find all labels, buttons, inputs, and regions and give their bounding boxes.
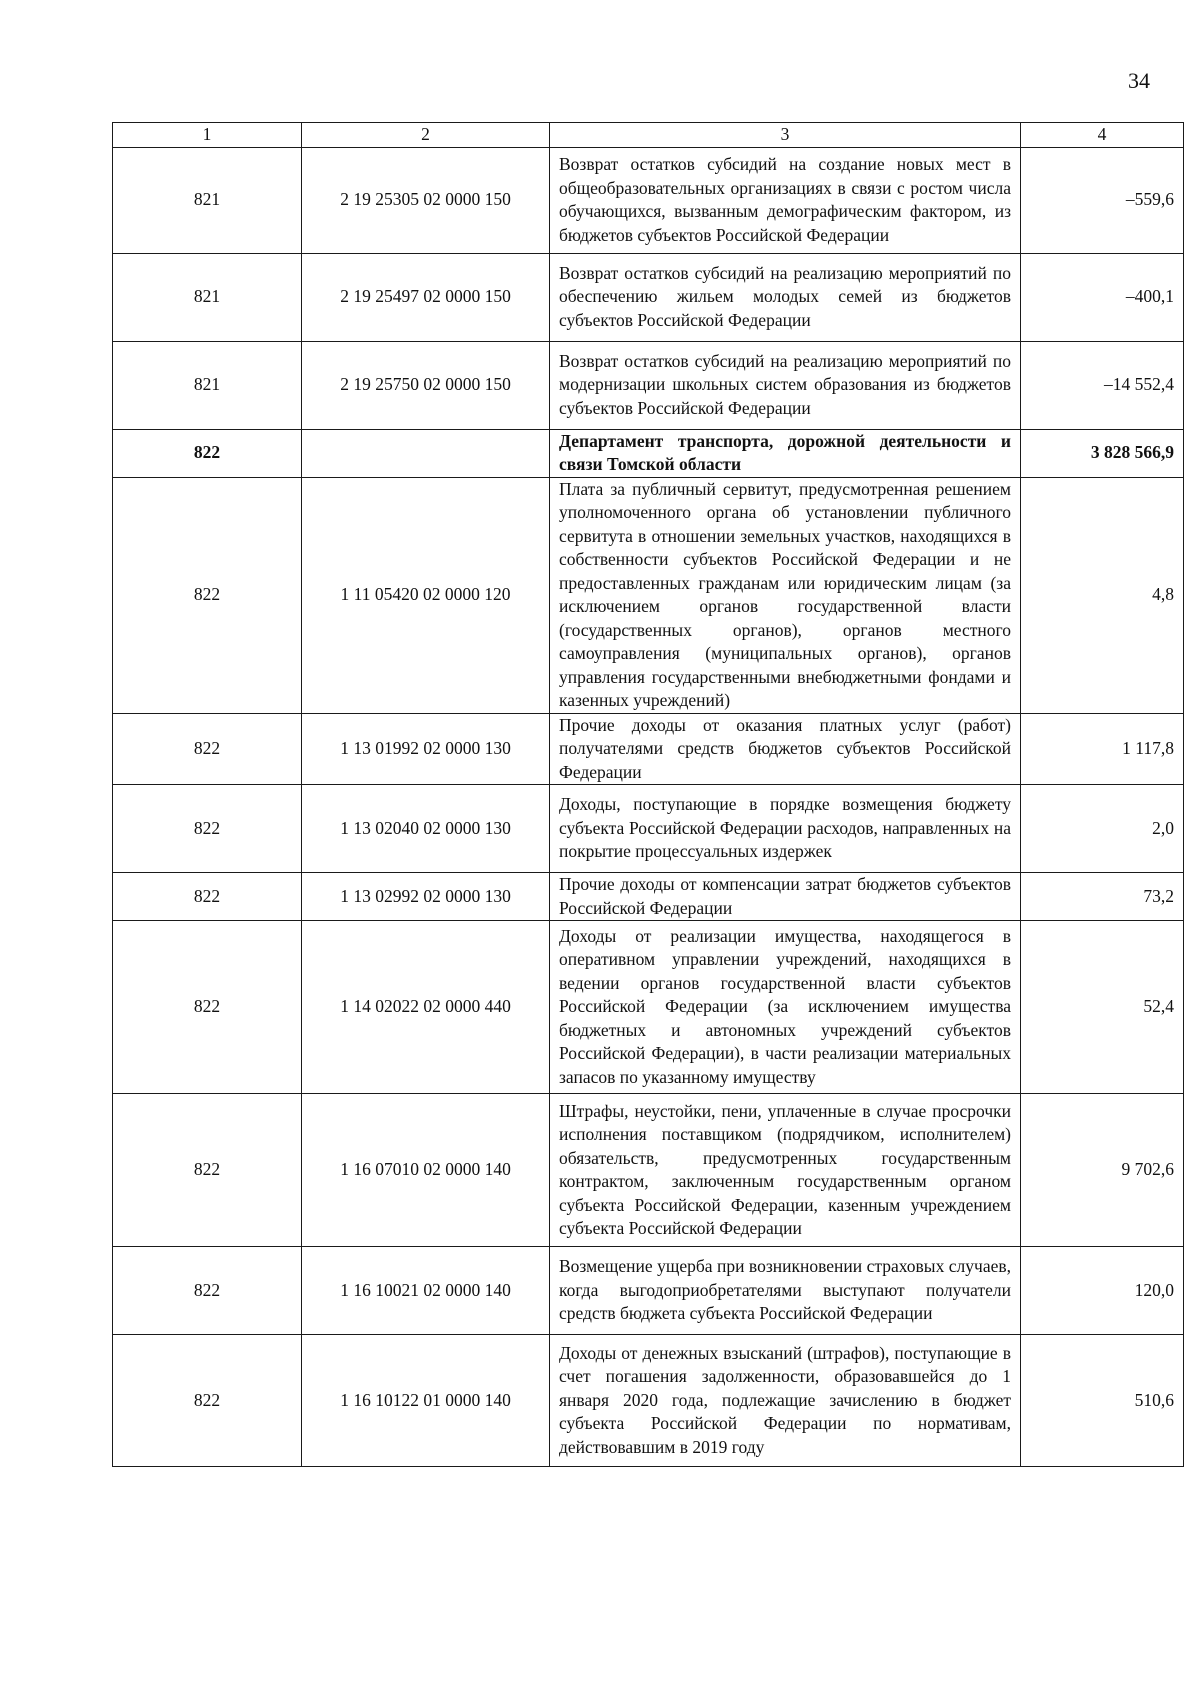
revenue-name-cell: Доходы, поступающие в порядке возмещения бюджету субъекта Российской Федерации расходов, направленных на покрытие процессуальных издержек — [550, 785, 1021, 873]
page-number: 34 — [1128, 68, 1150, 93]
table-row — [113, 1247, 1184, 1335]
revenue-code-cell: 2 19 25750 02 0000 150 — [302, 341, 550, 429]
admin-code-cell: 822 — [113, 1247, 302, 1335]
admin-code-cell: 822 — [113, 1094, 302, 1247]
revenue-code-cell: 1 16 10021 02 0000 140 — [302, 1247, 550, 1335]
revenue-code-cell: 1 13 02992 02 0000 130 — [302, 873, 550, 921]
column-header-2: 2 — [302, 123, 550, 148]
revenue-code-cell: 2 19 25305 02 0000 150 — [302, 147, 550, 253]
revenue-name-cell: Прочие доходы от оказания платных услуг (работ) получателями средств бюджетов субъектов Российской Федерации — [550, 713, 1021, 785]
amount-cell: 73,2 — [1021, 873, 1184, 921]
revenue-name-cell: Департамент транспорта, дорожной деятельности и связи Томской области — [550, 429, 1021, 477]
amount-cell: –559,6 — [1021, 147, 1184, 253]
amount-cell: –14 552,4 — [1021, 341, 1184, 429]
column-header-4: 4 — [1021, 123, 1184, 148]
revenue-code-cell: 2 19 25497 02 0000 150 — [302, 253, 550, 341]
column-header-3: 3 — [550, 123, 1021, 148]
amount-cell: –400,1 — [1021, 253, 1184, 341]
table-row — [113, 921, 1184, 1094]
revenue-name-cell: Прочие доходы от компенсации затрат бюджетов субъектов Российской Федерации — [550, 873, 1021, 921]
amount-cell: 510,6 — [1021, 1335, 1184, 1467]
budget-revenue-table — [112, 122, 1184, 1467]
revenue-code-cell: 1 16 10122 01 0000 140 — [302, 1335, 550, 1467]
revenue-name-cell: Возмещение ущерба при возникновении страховых случаев, когда выгодоприобретателями выступают получатели средств бюджета субъекта Российской Федерации — [550, 1247, 1021, 1335]
admin-code-cell: 822 — [113, 785, 302, 873]
revenue-name-cell: Штрафы, неустойки, пени, уплаченные в случае просрочки исполнения поставщиком (подрядчиком, исполнителем) обязательств, предусмотренных государственным контрактом, заключенным государственным органом субъекта Российской Федерации, казенным учреждением субъекта Российской Федерации — [550, 1094, 1021, 1247]
revenue-name-cell: Доходы от реализации имущества, находящегося в оперативном управлении учреждений, находящихся в ведении органов государственной власти субъектов Российской Федерации (за исключением имущества бюджетных и автономных учреждений субъектов Российской Федерации), в части реализации материальных запасов по указанному имуществу — [550, 921, 1021, 1094]
admin-code-cell: 821 — [113, 147, 302, 253]
admin-code-cell: 822 — [113, 1335, 302, 1467]
table-row — [113, 341, 1184, 429]
table-row — [113, 1335, 1184, 1467]
admin-code-cell: 821 — [113, 253, 302, 341]
revenue-name-cell: Возврат остатков субсидий на создание новых мест в общеобразовательных организациях в связи с ростом числа обучающихся, вызванным демографическим фактором, из бюджетов субъектов Российской Федерации — [550, 147, 1021, 253]
revenue-code-cell: 1 13 02040 02 0000 130 — [302, 785, 550, 873]
revenue-code-cell: 1 11 05420 02 0000 120 — [302, 477, 550, 713]
revenue-name-cell: Возврат остатков субсидий на реализацию мероприятий по модернизации школьных систем образования из бюджетов субъектов Российской Федерации — [550, 341, 1021, 429]
admin-code-cell: 822 — [113, 477, 302, 713]
table-row — [113, 873, 1184, 921]
table-row — [113, 1094, 1184, 1247]
amount-cell: 120,0 — [1021, 1247, 1184, 1335]
revenue-name-cell: Доходы от денежных взысканий (штрафов), поступающие в счет погашения задолженности, образовавшейся до 1 января 2020 года, подлежащие зачислению в бюджет субъекта Российской Федерации по нормативам, действовавшим в 2019 году — [550, 1335, 1021, 1467]
revenue-name-cell: Плата за публичный сервитут, предусмотренная решением уполномоченного органа об установлении публичного сервитута в отношении земельных участков, находящихся в собственности субъектов Российской Федерации и не предоставленных гражданам или юридическим лицам (за исключением органов государственной власти (государственных органов), органов местного самоуправления (муниципальных органов), органов управления государственными внебюджетными фондами и казенных учреждений) — [550, 477, 1021, 713]
table-header-row — [113, 123, 1184, 148]
admin-code-cell: 822 — [113, 429, 302, 477]
amount-cell: 1 117,8 — [1021, 713, 1184, 785]
table-row — [113, 477, 1184, 713]
revenue-code-cell: 1 16 07010 02 0000 140 — [302, 1094, 550, 1247]
revenue-code-cell: 1 14 02022 02 0000 440 — [302, 921, 550, 1094]
amount-cell: 9 702,6 — [1021, 1094, 1184, 1247]
table-row — [113, 785, 1184, 873]
amount-cell: 3 828 566,9 — [1021, 429, 1184, 477]
amount-cell: 52,4 — [1021, 921, 1184, 1094]
table-row — [113, 147, 1184, 253]
amount-cell: 2,0 — [1021, 785, 1184, 873]
admin-code-cell: 821 — [113, 341, 302, 429]
admin-code-cell: 822 — [113, 713, 302, 785]
admin-code-cell: 822 — [113, 873, 302, 921]
table-row — [113, 713, 1184, 785]
table-row — [113, 253, 1184, 341]
revenue-code-cell — [302, 429, 550, 477]
revenue-name-cell: Возврат остатков субсидий на реализацию мероприятий по обеспечению жильем молодых семей из бюджетов субъектов Российской Федерации — [550, 253, 1021, 341]
column-header-1: 1 — [113, 123, 302, 148]
revenue-code-cell: 1 13 01992 02 0000 130 — [302, 713, 550, 785]
table-row — [113, 429, 1184, 477]
admin-code-cell: 822 — [113, 921, 302, 1094]
amount-cell: 4,8 — [1021, 477, 1184, 713]
